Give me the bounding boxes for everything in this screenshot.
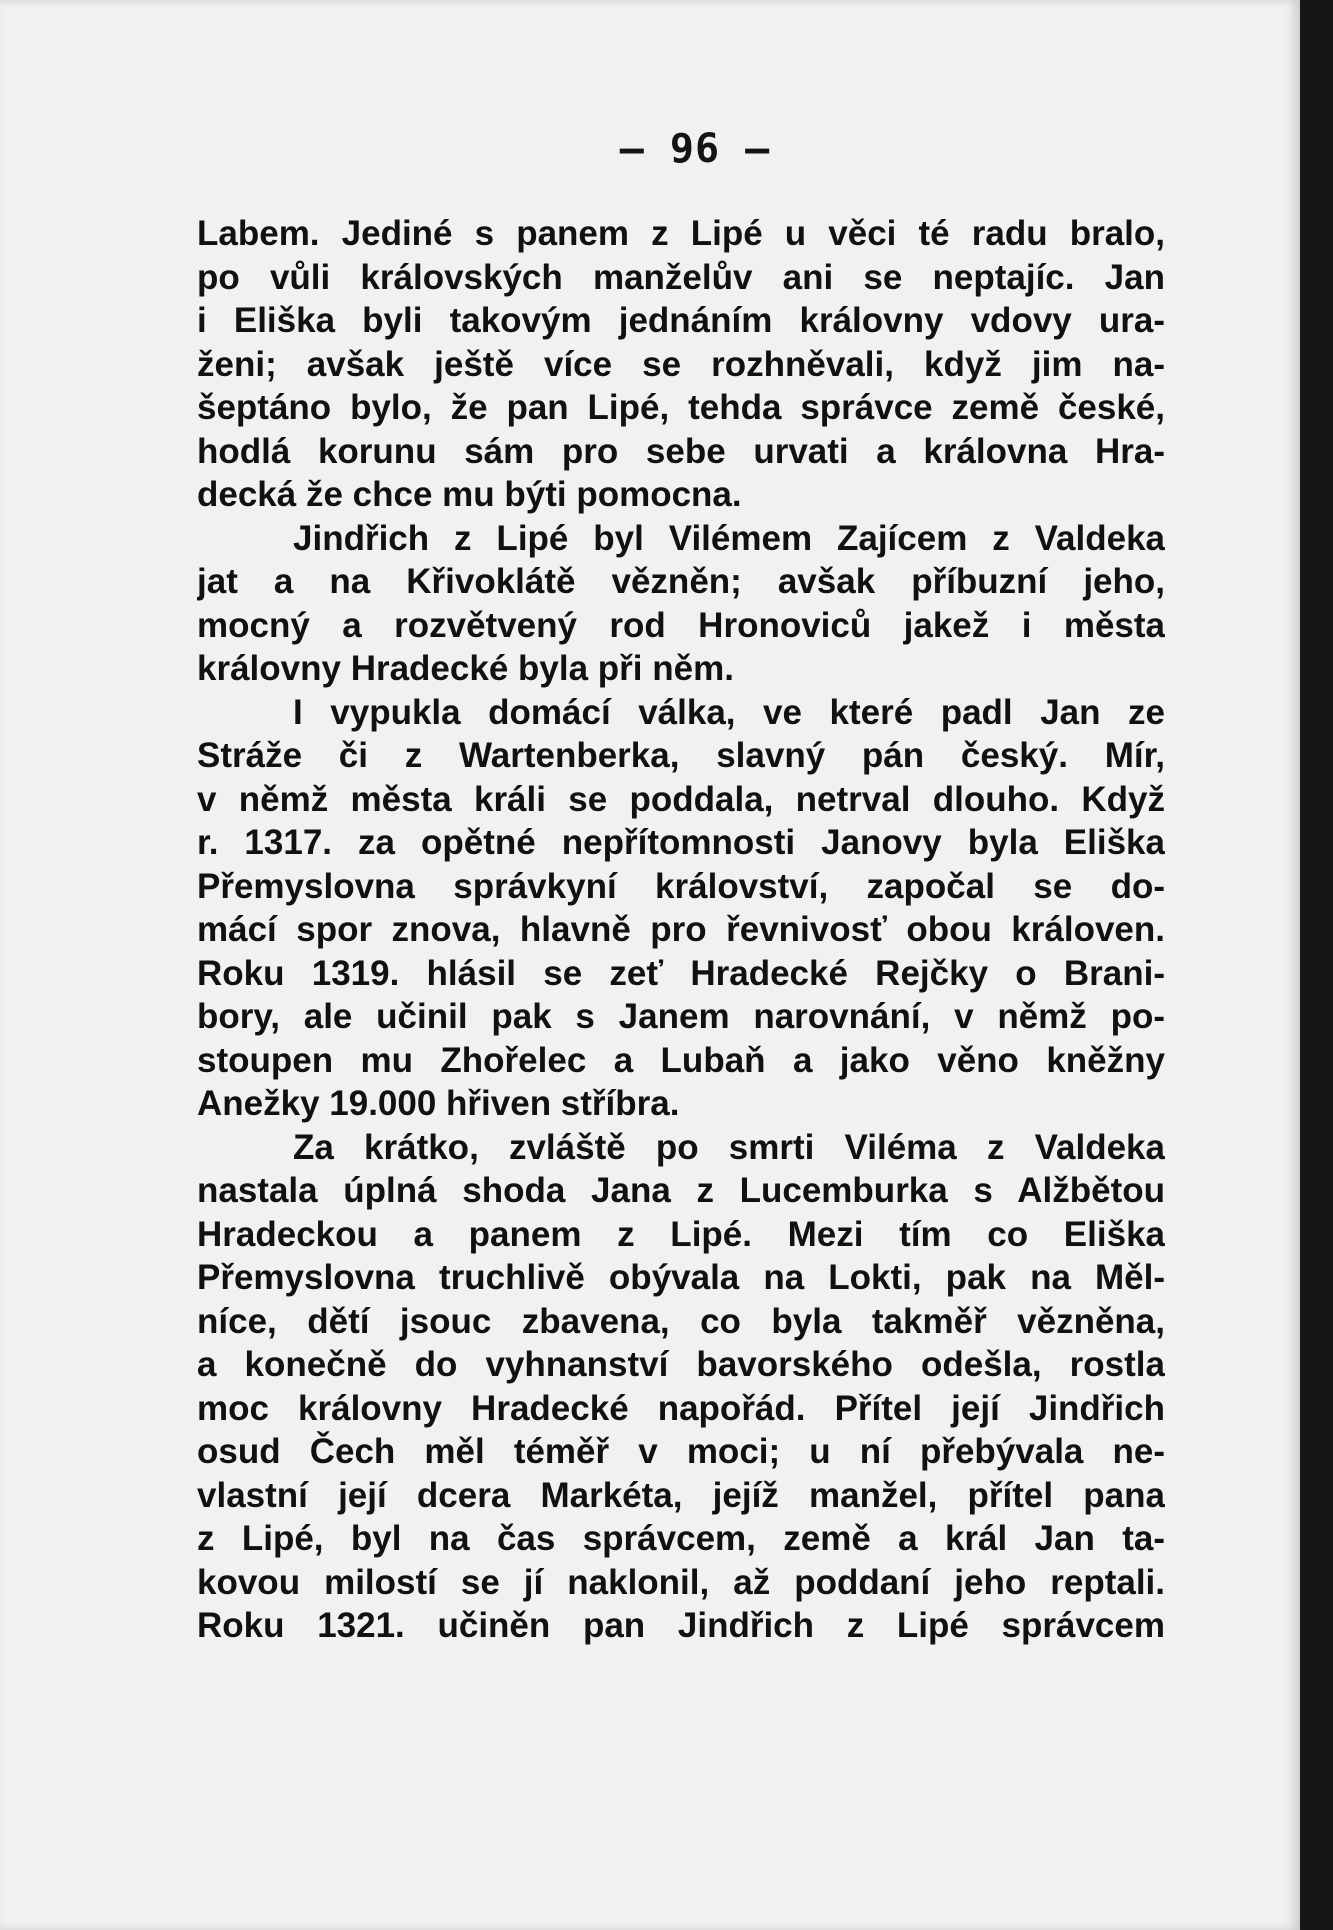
text-line: Anežky 19.000 hřiven stříbra. bbox=[197, 1084, 680, 1123]
page-number: — 96 — bbox=[619, 126, 771, 172]
text-line: Přemyslovna truchlivě obývala na Lokti, pak na Měl- bbox=[197, 1258, 1165, 1297]
text-line: mocný a rozvětvený rod Hronoviců jakež i města bbox=[197, 605, 1165, 645]
text-line: vlastní její dcera Markéta, jejíž manžel, přítel pana bbox=[197, 1475, 1165, 1515]
text-line: šeptáno bylo, že pan Lipé, tehda správce země české, bbox=[197, 388, 1165, 427]
page-edge-shadow bbox=[1300, 0, 1333, 1930]
text-line: kovou milostí se jí naklonil, až poddaní jeho reptali. bbox=[197, 1562, 1165, 1602]
text-line: stoupen mu Zhořelec a Lubaň a jako věno kněžny bbox=[197, 1040, 1165, 1080]
text-line: z Lipé, byl na čas správcem, země a král Jan ta- bbox=[197, 1519, 1165, 1558]
text-line: decká že chce mu býti pomocna. bbox=[197, 475, 742, 514]
text-line: níce, dětí jsouc zbavena, co byla takměř vězněna, bbox=[197, 1301, 1165, 1341]
text-line: r. 1317. za opětné nepřítomnosti Janovy byla Eliška bbox=[197, 823, 1165, 862]
text-line: bory, ale učinil pak s Janem narovnání, v němž po- bbox=[197, 997, 1165, 1036]
body-text bbox=[197, 212, 1165, 1648]
text-line: mácí spor znova, hlavně pro řevnivosť obou královen. bbox=[197, 910, 1165, 949]
text-line: Stráže či z Wartenberka, slavný pán český. Mír, bbox=[197, 736, 1165, 775]
text-line: ženi; avšak ještě více se rozhněvali, když jim na- bbox=[197, 344, 1165, 384]
text-line: nastala úplná shoda Jana z Lucemburka s Alžbětou bbox=[197, 1171, 1165, 1210]
text-line: Přemyslovna správkyní království, započal se do- bbox=[197, 866, 1165, 906]
text-line: i Eliška byli takovým jednáním královny vdovy ura- bbox=[197, 301, 1165, 340]
text-line: jat a na Křivoklátě vězněn; avšak příbuzní jeho, bbox=[197, 562, 1165, 601]
paragraph-start: I vypukla domácí válka, ve které padl Jan ze bbox=[293, 692, 1165, 732]
paragraph-start: Jindřich z Lipé byl Vilémem Zajícem z Valdeka bbox=[293, 518, 1165, 558]
text-line: v němž města králi se poddala, netrval dlouho. Když bbox=[197, 779, 1165, 819]
text-line: Hradeckou a panem z Lipé. Mezi tím co Eliška bbox=[197, 1214, 1165, 1254]
text-line: a konečně do vyhnanství bavorského odešla, rostla bbox=[197, 1345, 1165, 1384]
paragraph-start: Za krátko, zvláště po smrti Viléma z Valdeka bbox=[293, 1127, 1165, 1167]
text-line: moc královny Hradecké napořád. Přítel její Jindřich bbox=[197, 1388, 1165, 1428]
text-line: Roku 1319. hlásil se zeť Hradecké Rejčky o Brani- bbox=[197, 953, 1165, 993]
text-line: Labem. Jediné s panem z Lipé u věci té radu bralo, bbox=[197, 214, 1165, 253]
text-line: osud Čech měl téměř v moci; u ní přebývala ne- bbox=[197, 1432, 1165, 1471]
text-line: po vůli královských manželův ani se neptajíc. Jan bbox=[197, 257, 1165, 297]
text-line: Roku 1321. učiněn pan Jindřich z Lipé správcem bbox=[197, 1606, 1165, 1645]
text-line: královny Hradecké byla při něm. bbox=[197, 649, 734, 688]
text-line: hodlá korunu sám pro sebe urvati a královna Hra- bbox=[197, 431, 1165, 471]
